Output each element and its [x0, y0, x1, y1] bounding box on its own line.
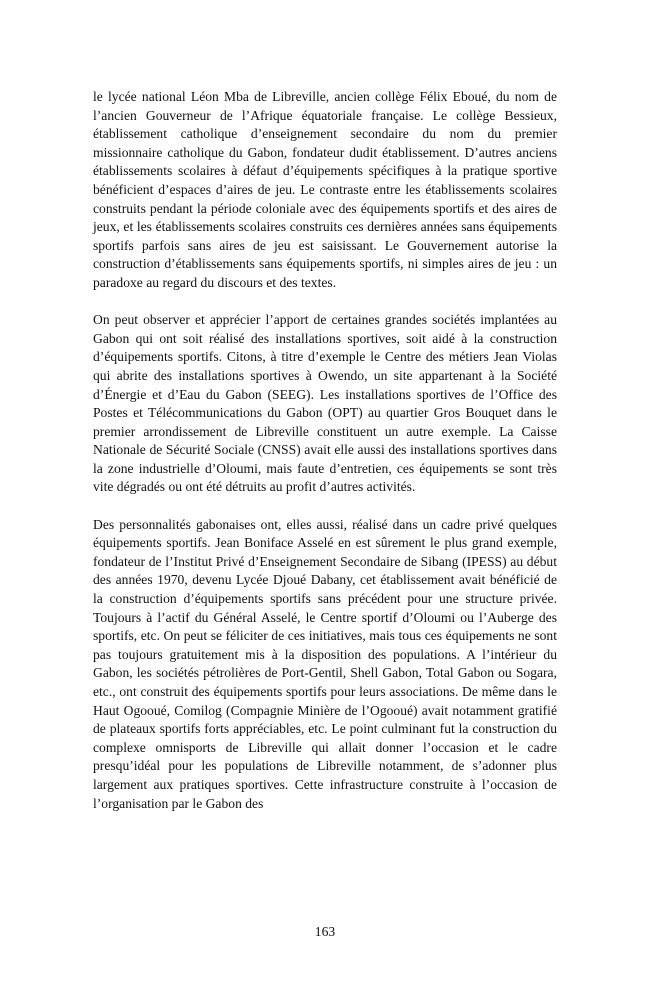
- page-number: 163: [314, 924, 336, 939]
- page-body: [93, 88, 557, 832]
- paragraph-personalities: Des personnalités gabonaises ont, elles aussi, réalisé dans un cadre privé quelques équipements sportifs. Jean Boniface Asselé en est sûrement le plus grand exemple, fondateur de l’Institut Privé d’Enseignement Secondaire de Sibang (IPESS) au début des années 1970, devenu Lycée Djoué Dabany, cet établissement avait bénéficié de la construction d’équipements sportifs sans précédent pour une structure privée. Toujours à l’actif du Général Asselé, le Centre sportif d’Oloumi ou l’Auberge des sportifs, etc. On peut se féliciter de ces initiatives, mais tous ces équipements ne sont pas toujours gratuitement mis à la disposition des populations. A l’intérieur du Gabon, les sociétés pétrolières de Port-Gentil, Shell Gabon, Total Gabon ou Sogara, etc., ont construit des équipements sportifs pour leurs associations. De même dans le Haut Ogooué, Comilog (Compagnie Minière de l’Ogooué) avait notamment gratifié de plateaux sportifs forts appréciables, etc. Le point culminant fut la construction du complexe omnisports de Libreville qui allait donner l’occasion et le cadre presqu’idéal pour les populations de Libreville notamment, de s’adonner plus largement aux pratiques sportives. Cette infrastructure construite à l’occasion de l’organisation par le Gabon des: [93, 516, 557, 811]
- paragraph-schools: le lycée national Léon Mba de Libreville, ancien collège Félix Eboué, du nom de l’ancien Gouverneur de l’Afrique équatoriale française. Le collège Bessieux, établissement catholique d’enseignement secondaire du nom du premier missionnaire catholique du Gabon, fondateur dudit établissement. D’autres anciens établissements scolaires à défaut d’équipements spécifiques à la pratique sportive bénéficient d’espaces d’aires de jeu. Le contraste entre les établissements scolaires construits pendant la période coloniale avec des équipements sportifs et des aires de jeux, et les établissements scolaires construits ces dernières années sans équipements sportifs parfois sans aires de jeu est saisissant. Le Gouvernement autorise la construction d’établissements sans équipements sportifs, ni simples aires de jeu : un paradoxe au regard du discours et des textes.: [93, 89, 557, 290]
- paragraph-companies: On peut observer et apprécier l’apport de certaines grandes sociétés implantées au Gabon qui ont soit réalisé des installations sportives, soit aidé à la construction d’équipements sportifs. Citons, à titre d’exemple le Centre des métiers Jean Violas qui abrite des installations sportives à Owendo, un site appartenant à la Société d’Énergie et d’Eau du Gabon (SEEG). Les installations sportives de l’Office des Postes et Télécommunications du Gabon (OPT) au quartier Gros Bouquet dans le premier arrondissement de Libreville constituent un autre exemple. La Caisse Nationale de Sécurité Sociale (CNSS) avait elle aussi des installations sportives dans la zone industrielle d’Oloumi, mais faute d’entretien, ces équipements se sont très vite dégradés ou ont été détruits au profit d’autres activités.: [93, 312, 557, 495]
